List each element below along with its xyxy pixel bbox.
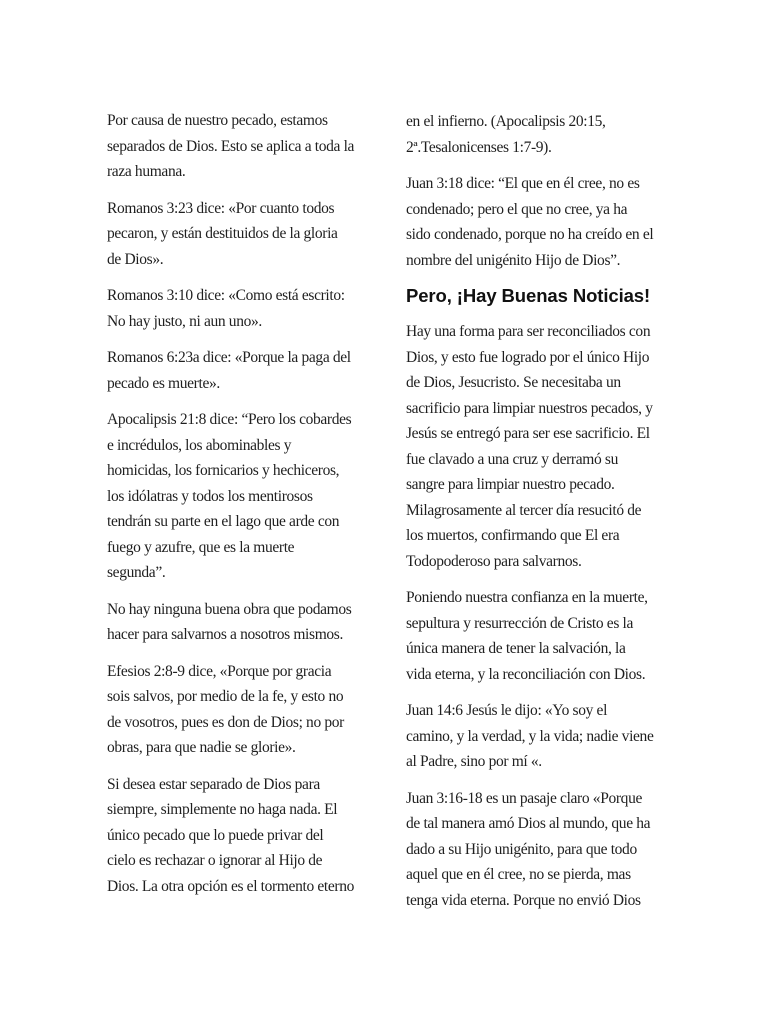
paragraph-ephesians-2-8-9: Efesios 2:8-9 dice, «Porque por gracia sois salvos, por medio de la fe, y esto no de vosotros, pues es don de Dios; no por obras, para que nadie se glorie». [107,662,344,756]
left-column [107,108,369,910]
section-heading-good-news: Pero, ¡Hay Buenas Noticias! [406,285,651,306]
paragraph-john-3-18: Juan 3:18 dice: “El que en él cree, no es condenado; pero el que no cree, ya ha sido condenado, porque no ha creído en el nombre del unigénito Hijo de Dios”. [406,175,654,269]
paragraph-hell-reference: en el infierno. (Apocalipsis 20:15, 2ª.Tesalonicenses 1:7-9). [406,113,606,156]
paragraph-sin-separation: Por causa de nuestro pecado, estamos separados de Dios. Esto se aplica a toda la raza humana. [107,112,355,180]
right-column [406,109,668,924]
paragraph-reconciliation: Hay una forma para ser reconciliados con Dios, y esto fue logrado por el único Hijo de Dios, Jesucristo. Se necesitaba un sacrificio para limpiar nuestros pecados, y Jesús se entregó para ser ese sacrificio. El fue clavado a una cruz y derramó su sangre para limpiar nuestro pecado. Milagrosamente al tercer día resucitó de los muertos, confirmando que El era Todopoderoso para salvarnos. [406,323,653,570]
paragraph-revelation-21-8: Apocalipsis 21:8 dice: “Pero los cobardes e incrédulos, los abominables y homicidas, los fornicarios y hechiceros, los idólatras y todos los mentirosos tendrán su parte en el lago que arde con fuego y azufre, que es la muerte segunda”. [107,411,352,581]
paragraph-trust-in-christ: Poniendo nuestra confianza en la muerte, sepultura y resurrección de Cristo es la única manera de tener la salvación, la vida eterna, y la reconciliación con Dios. [406,589,648,683]
paragraph-romans-6-23a: Romanos 6:23a dice: «Porque la paga del pecado es muerte». [107,349,351,392]
paragraph-separated-forever: Si desea estar separado de Dios para siempre, simplemente no haga nada. El único pecado que lo puede privar del cielo es rechazar o ignorar al Hijo de Dios. La otra opción es el tormento eterno [107,775,354,895]
paragraph-romans-3-10: Romanos 3:10 dice: «Como está escrito: No hay justo, ni aun uno». [107,287,345,330]
paragraph-no-good-works: No hay ninguna buena obra que podamos hacer para salvarnos a nosotros mismos. [107,600,352,643]
paragraph-romans-3-23: Romanos 3:23 dice: «Por cuanto todos pecaron, y están destituidos de la gloria de Dios». [107,199,338,268]
paragraph-john-14-6: Juan 14:6 Jesús le dijo: «Yo soy el camino, y la verdad, y la vida; nadie viene al Padre, sino por mí «. [406,702,654,770]
paragraph-john-3-16-18: Juan 3:16-18 es un pasaje claro «Porque de tal manera amó Dios al mundo, que ha dado a su Hijo unigénito, para que todo aquel que en él cree, no se pierda, mas tenga vida eterna. Porque no envió Dios [406,789,651,909]
